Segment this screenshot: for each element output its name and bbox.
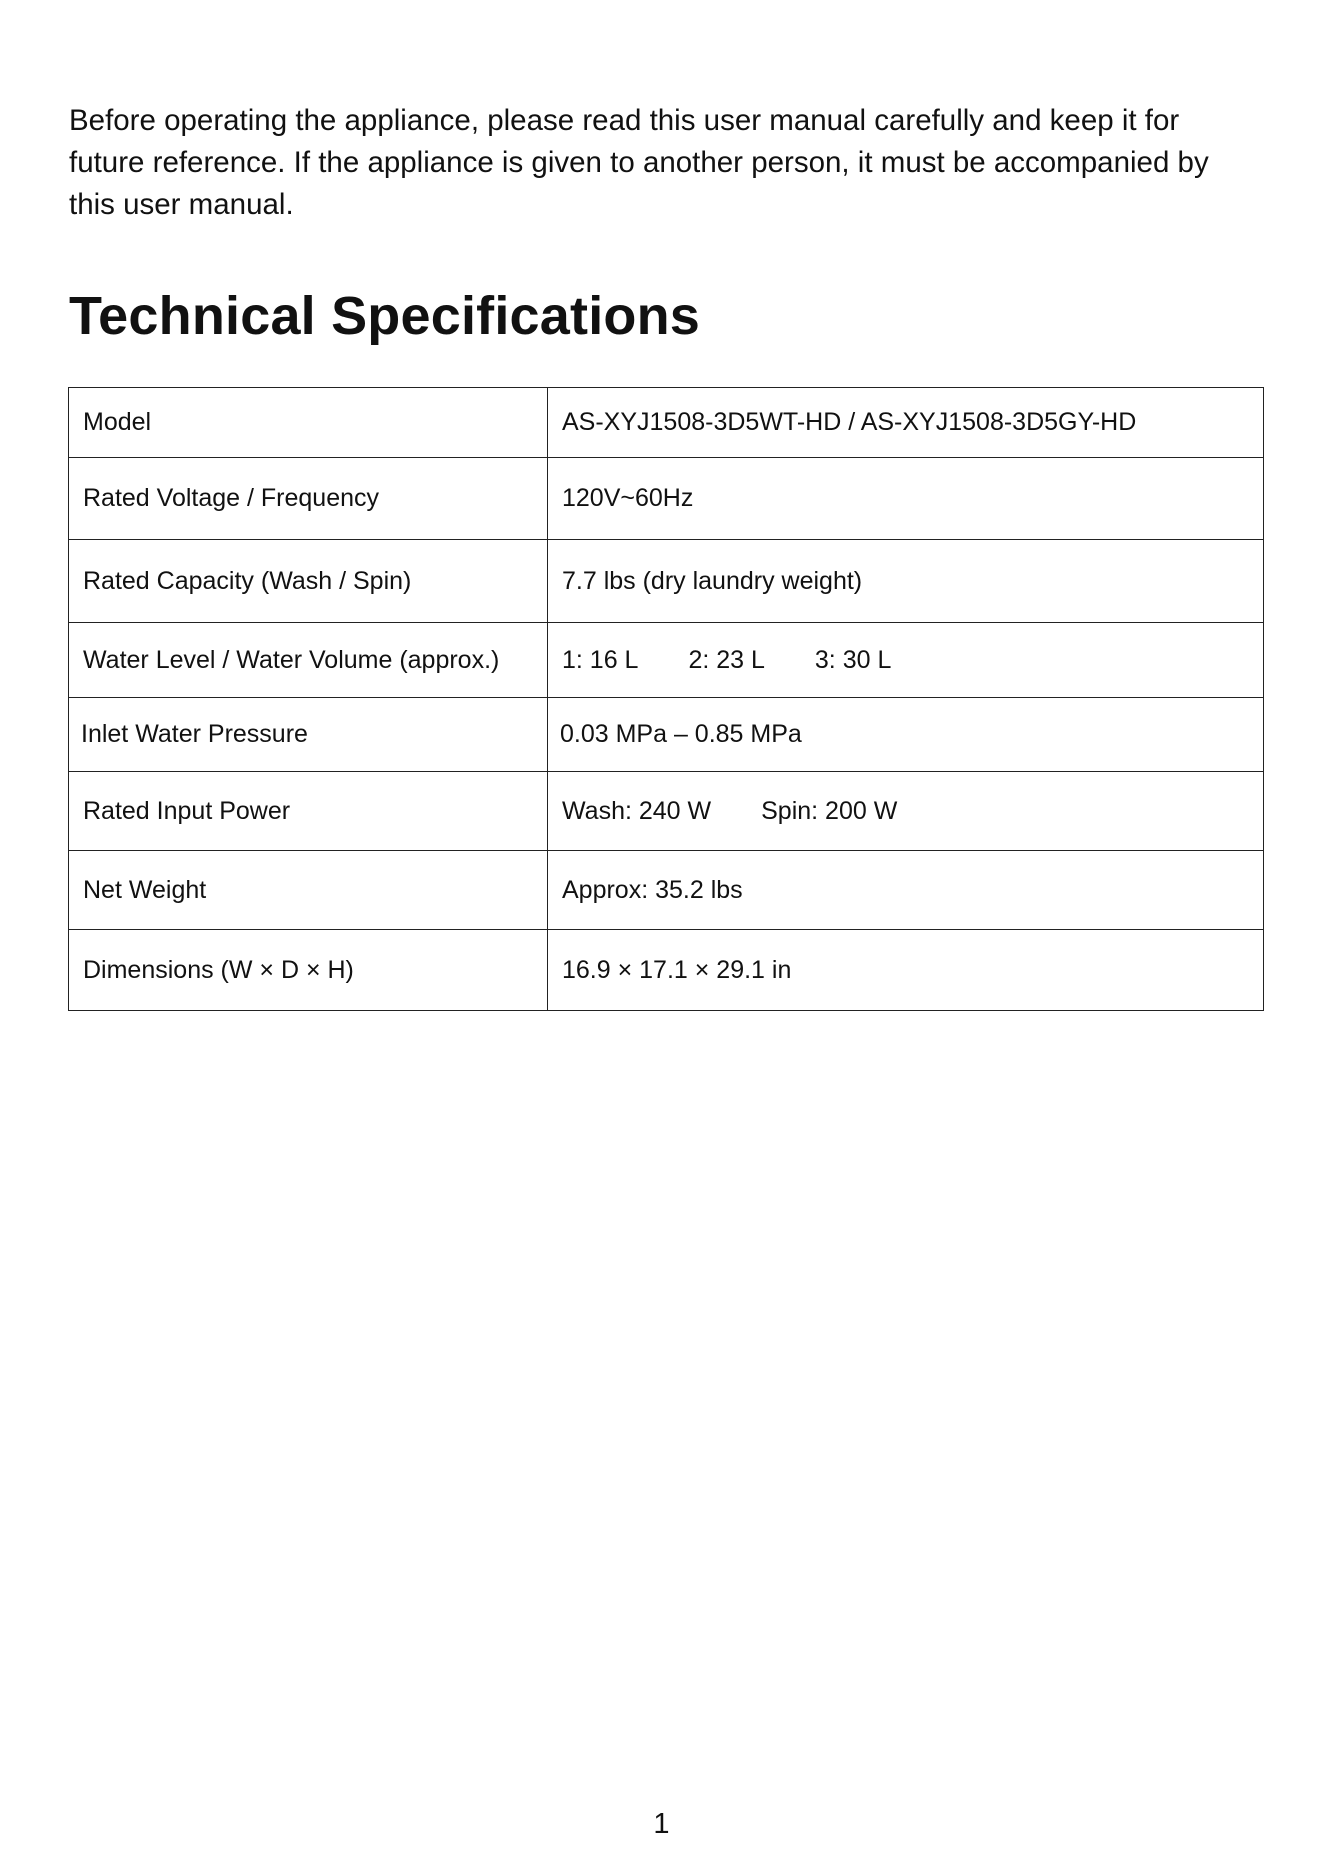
page-number: 1 xyxy=(653,1808,670,1840)
table-row xyxy=(69,772,1264,851)
water-level-2: 2: 23 L xyxy=(688,645,765,674)
table-row xyxy=(69,851,1264,930)
table-row xyxy=(69,540,1264,623)
table-row xyxy=(69,930,1264,1011)
spec-label: Rated Capacity (Wash / Spin) xyxy=(69,540,548,623)
spec-label: Rated Input Power xyxy=(69,772,548,851)
spec-label: Net Weight xyxy=(69,851,548,930)
page-title: Technical Specifications xyxy=(69,286,700,346)
spec-value: 0.03 MPa – 0.85 MPa xyxy=(548,698,1264,772)
intro-paragraph: Before operating the appliance, please read this user manual carefully and keep it for future reference. If the appliance is given to another person, it must be accompanied by this user manual. xyxy=(69,104,1209,221)
water-level-1: 1: 16 L xyxy=(562,645,639,674)
spec-label: Inlet Water Pressure xyxy=(69,698,548,772)
table-row xyxy=(69,698,1264,772)
table-row xyxy=(69,623,1264,698)
spec-label: Model xyxy=(69,388,548,458)
spec-value: 7.7 lbs (dry laundry weight) xyxy=(548,540,1264,623)
spec-value xyxy=(548,623,1264,698)
spec-value: 16.9 × 17.1 × 29.1 in xyxy=(548,930,1264,1011)
spec-value xyxy=(548,772,1264,851)
spec-value: 120V~60Hz xyxy=(548,458,1264,540)
table-row xyxy=(69,388,1264,458)
water-level-3: 3: 30 L xyxy=(814,645,892,674)
spin-power: Spin: 200 W xyxy=(761,796,898,825)
spec-label: Water Level / Water Volume (approx.) xyxy=(69,623,548,698)
spec-label: Dimensions (W × D × H) xyxy=(69,930,548,1011)
spec-label: Rated Voltage / Frequency xyxy=(69,458,548,540)
spec-value: Approx: 35.2 lbs xyxy=(548,851,1264,930)
specifications-table xyxy=(68,387,1264,1011)
wash-power: Wash: 240 W xyxy=(562,796,712,825)
table-row xyxy=(69,458,1264,540)
spec-value: AS-XYJ1508-3D5WT-HD / AS-XYJ1508-3D5GY-HD xyxy=(548,388,1264,458)
